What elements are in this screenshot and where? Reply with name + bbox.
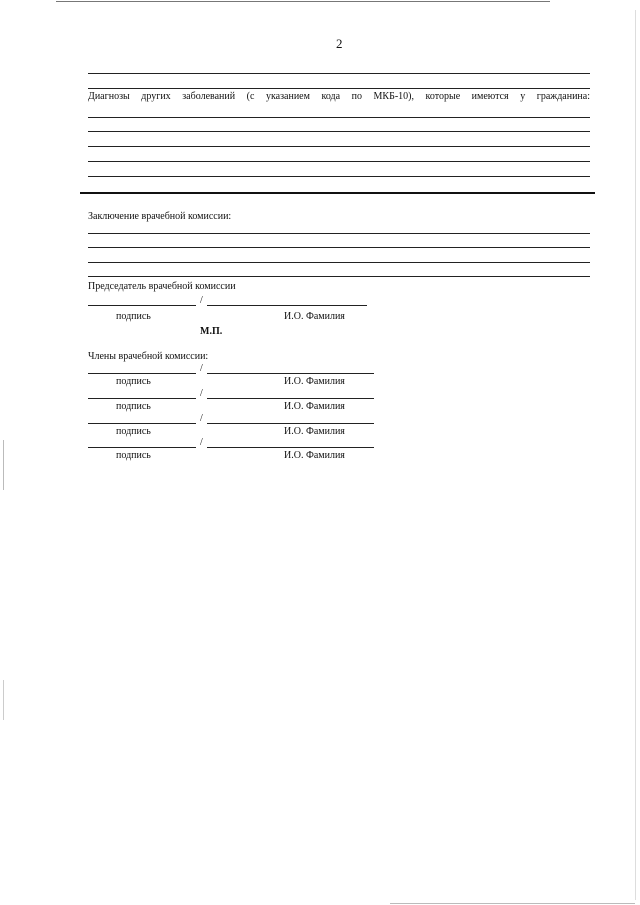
fill-line (88, 117, 590, 118)
fill-line (88, 73, 590, 74)
stamp-label: М.П. (200, 326, 223, 337)
fill-line (88, 176, 590, 177)
signature-line (88, 447, 196, 448)
signature-line (88, 398, 196, 399)
fill-line (88, 247, 590, 248)
signature-caption: подпись (116, 450, 151, 461)
name-line (207, 373, 374, 374)
signature-line (88, 373, 196, 374)
signature-caption: подпись (116, 426, 151, 437)
section-divider (80, 192, 595, 194)
page-number: 2 (336, 36, 343, 51)
separator-slash: / (200, 437, 203, 448)
diagnoses-label: Диагнозы других заболеваний (с указанием кода по МКБ-10), которые имеются у гражданина: (88, 91, 590, 102)
signature-caption: подпись (116, 311, 151, 322)
fill-line (88, 88, 590, 89)
name-caption: И.О. Фамилия (284, 450, 345, 461)
name-caption: И.О. Фамилия (284, 401, 345, 412)
name-line (207, 305, 367, 306)
separator-slash: / (200, 295, 203, 306)
chairman-label: Председатель врачебной комиссии (88, 281, 236, 292)
name-line (207, 447, 374, 448)
signature-line (88, 423, 196, 424)
fill-line (88, 131, 590, 132)
fill-line (88, 262, 590, 263)
name-line (207, 423, 374, 424)
name-line (207, 398, 374, 399)
signature-caption: подпись (116, 376, 151, 387)
name-caption: И.О. Фамилия (284, 311, 345, 322)
signature-line (88, 305, 196, 306)
signature-caption: подпись (116, 401, 151, 412)
members-label: Члены врачебной комиссии: (88, 351, 209, 362)
bottom-border (390, 903, 635, 904)
fill-line (88, 146, 590, 147)
left-edge-mark-2 (3, 680, 4, 720)
name-caption: И.О. Фамилия (284, 376, 345, 387)
fill-line (88, 276, 590, 277)
right-edge-mark (635, 10, 636, 900)
separator-slash: / (200, 413, 203, 424)
fill-line (88, 233, 590, 234)
top-border (56, 1, 550, 2)
fill-line (88, 161, 590, 162)
separator-slash: / (200, 388, 203, 399)
left-edge-mark (3, 440, 4, 490)
separator-slash: / (200, 363, 203, 374)
name-caption: И.О. Фамилия (284, 426, 345, 437)
conclusion-label: Заключение врачебной комиссии: (88, 211, 232, 222)
